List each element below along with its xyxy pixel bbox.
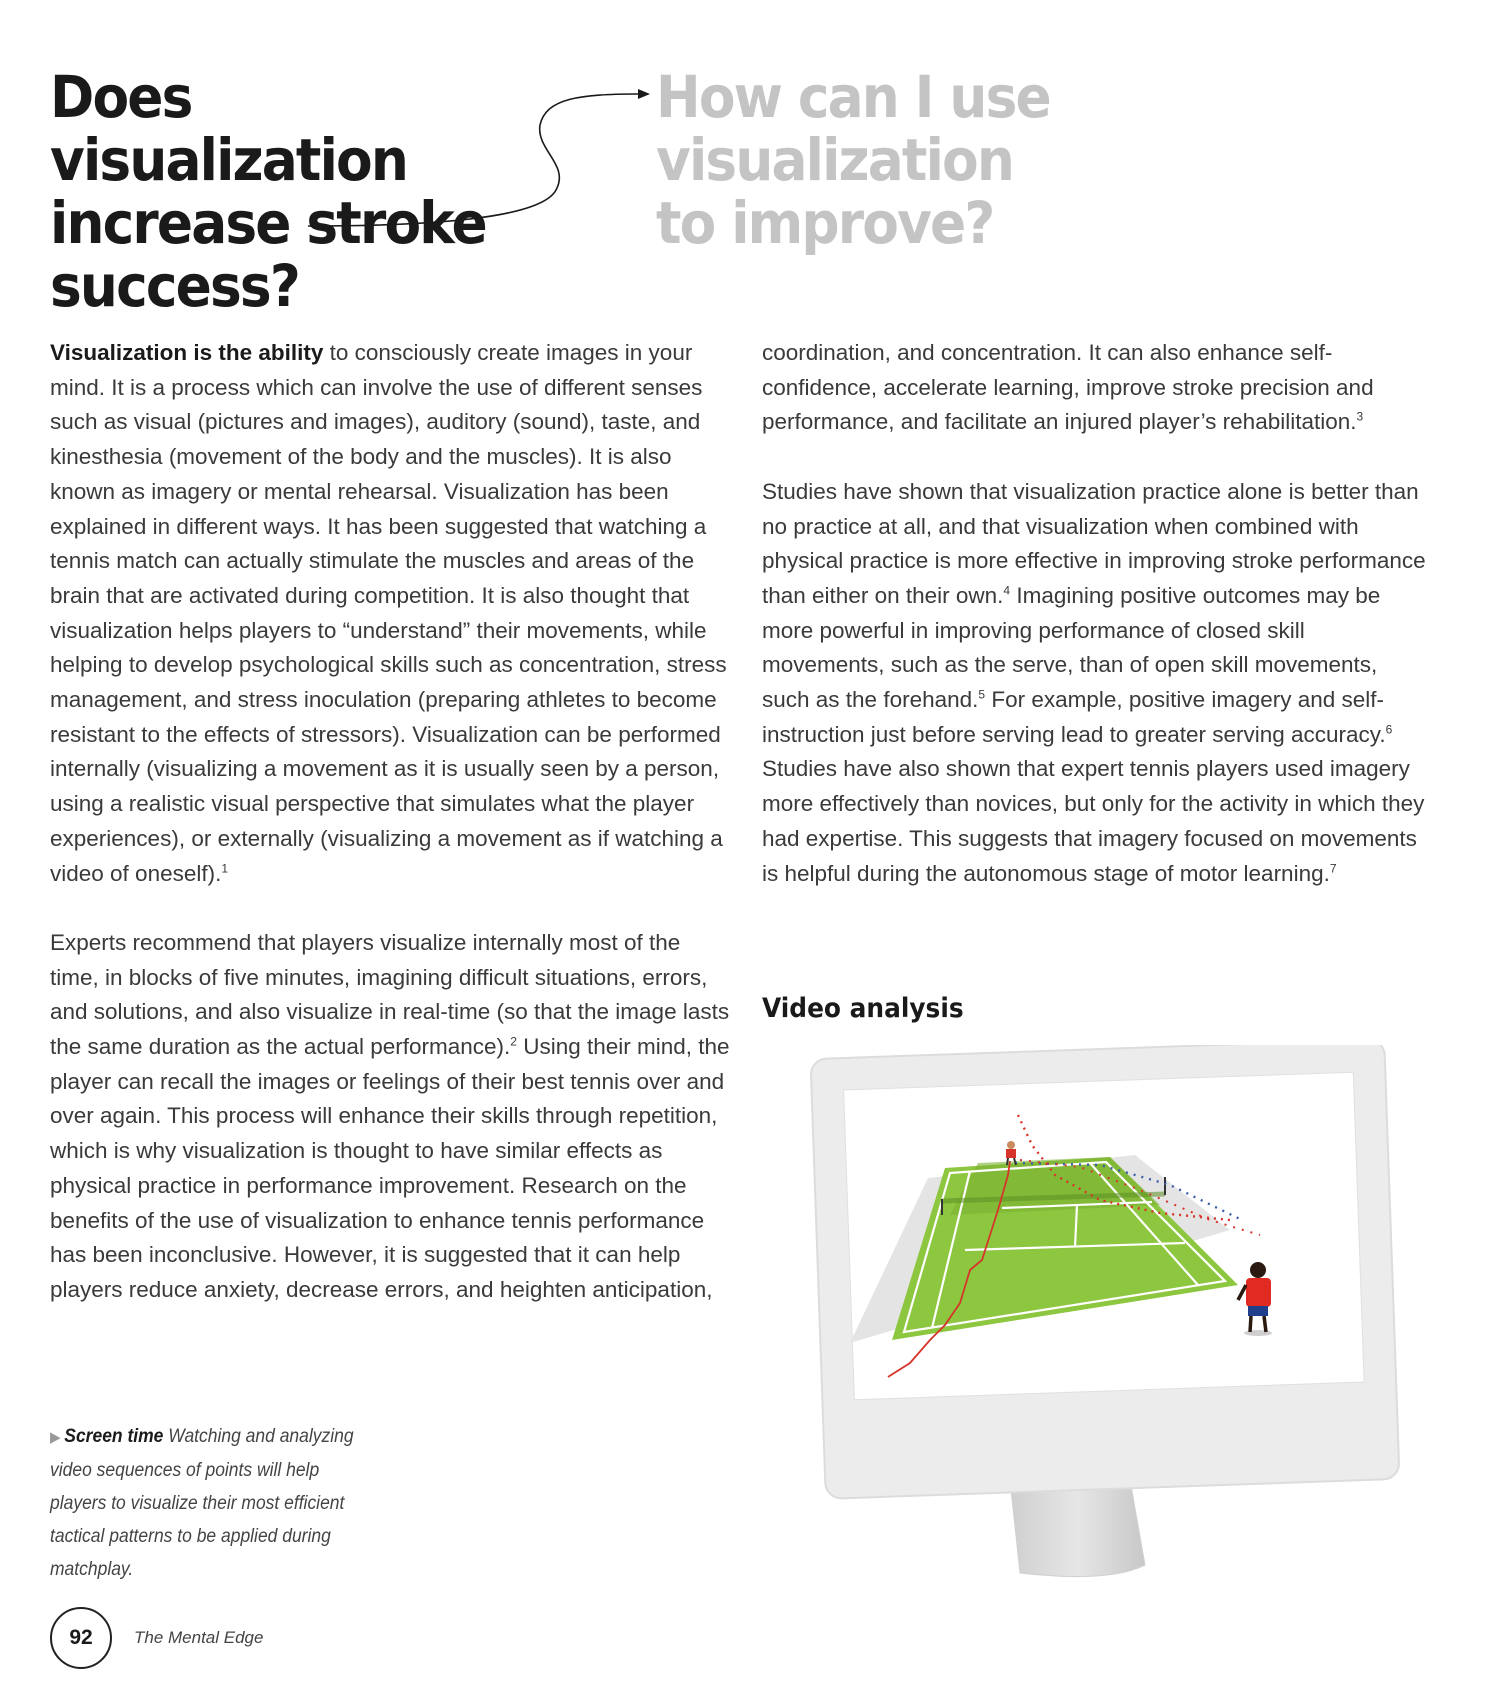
lead-phrase: Visualization is the ability: [50, 340, 324, 365]
page-footer: [50, 1606, 263, 1670]
footnote-ref: 6: [1385, 722, 1393, 737]
paragraph: coordination, and concentration. It can also enhance self-confidence, accelerate learning, improve stroke precision and performance, and facilitate an injured player’s rehabilitation.$^3$: [762, 340, 1374, 435]
image-caption: [50, 1420, 363, 1586]
caption-title: Screen time: [64, 1426, 164, 1447]
page-subtitle: How can I use visualization to improve?: [656, 63, 1050, 257]
footnote-ref: 5: [978, 687, 986, 702]
page-number: 92: [50, 1607, 112, 1669]
footnote-ref: 3: [1356, 409, 1364, 424]
left-column: [50, 336, 730, 1342]
caption-text: Watching and analyzing video sequences of points will help players to visualize their most efficient tactical patterns to be applied during matchplay.: [50, 1426, 354, 1580]
page-title: Does visualization increase stroke success?: [50, 63, 486, 320]
section-heading: Video analysis: [762, 993, 964, 1024]
monitor-stand: [1010, 1480, 1145, 1577]
monitor-illustration: [810, 1045, 1400, 1585]
paragraph: Studies have shown that visualization practice alone is better than no practice at all, and that visualization when combined with physical practice is more effective in improving stroke performance than either on their own.$^4$ Imagining positive outcomes may be more powerful in improving performance of closed skill movements, such as the serve, than of open skill movements, such as the forehand.$^5$ For example, positive imagery and self-instruction just before serving lead to greater serving accuracy.$^6$ Studies have also shown that expert tennis players used imagery more effectively than novices, but only for the activity in which they had expertise. This suggests that imagery focused on movements is helpful during the autonomous stage of motor learning.$^7$: [762, 478, 1426, 886]
paragraph: Visualization is the ability to consciously create images in your mind. It is a process which can involve the use of different senses such as visual (pictures and images), auditory (sound), taste, and kinesthesia (movement of the body and the muscles). It is also known as imagery or mental rehearsal. Visualization has been explained in different ways. It has been suggested that watching a tennis match can actually stimulate the muscles and areas of the brain that are activated during competition. It is also thought that visualization helps players to “understand” their movements, while helping to develop psychological skills such as concentration, stress management, and stress inoculation (preparing athletes to become resistant to the effects of stressors). Visualization can be performed internally (visualizing a movement as it is usually seen by a person, using a realistic visual perspective that simulates what the player experiences), or externally (visualizing a movement as if watching a video of oneself).$^1$: [50, 340, 727, 886]
footnote-ref: 4: [1003, 583, 1011, 598]
footnote-ref: 7: [1329, 861, 1337, 876]
paragraph: Experts recommend that players visualize internally most of the time, in blocks of five minutes, imagining difficult situations, errors, and solutions, and also visualize in real-time (so that the image lasts the same duration as the actual performance).$^2$ Using their mind, the player can recall the images or feelings of their best tennis over and over again. This process will enhance their skills through repetition, which is why visualization is thought to have similar effects as physical practice in performance improvement. Research on the benefits of the use of visualization to enhance tennis performance has been inconclusive. However, it is suggested that it can help players reduce anxiety, decrease errors, and heighten anticipation,: [50, 929, 730, 1302]
right-column: [762, 336, 1427, 926]
running-head: The Mental Edge: [134, 1628, 264, 1647]
footnote-ref: 2: [510, 1034, 517, 1049]
footnote-ref: 1: [221, 861, 229, 876]
caption-arrow-icon: ▶: [50, 1429, 61, 1446]
